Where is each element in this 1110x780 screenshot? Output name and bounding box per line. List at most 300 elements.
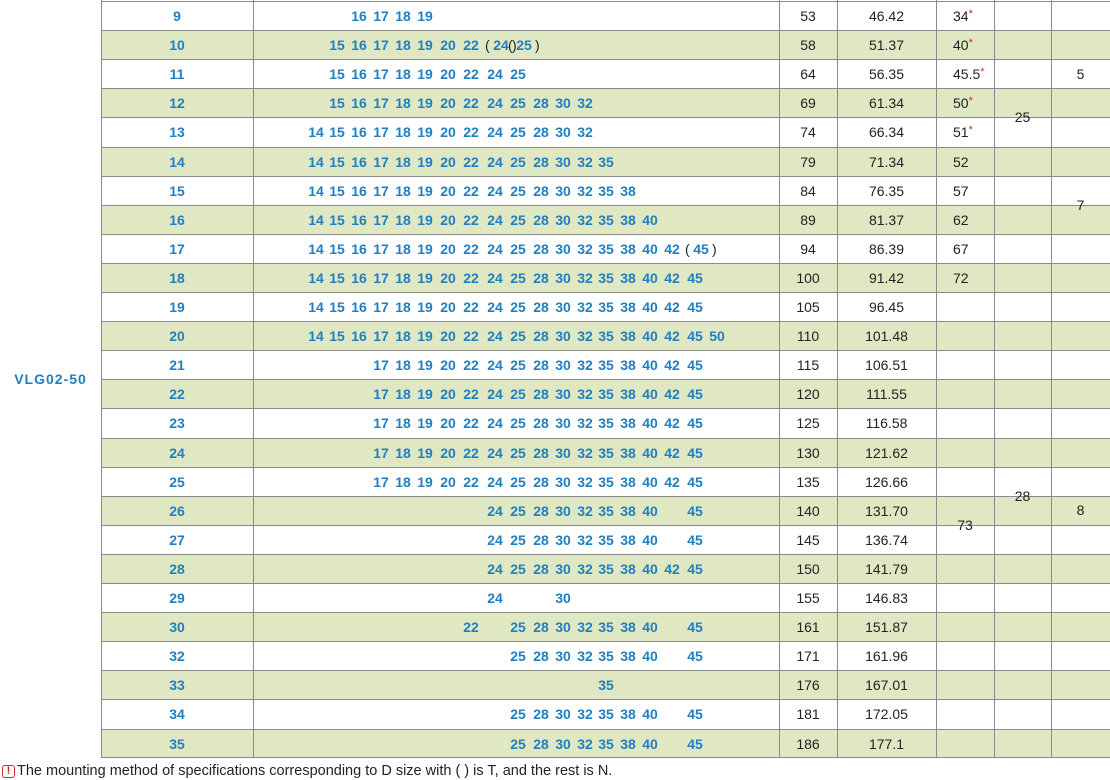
size-value: 24 (487, 502, 503, 519)
size-value: 18 (395, 444, 411, 461)
size-value: 18 (395, 124, 411, 141)
size-value: 35 (598, 648, 614, 665)
size-value: 45 (687, 735, 703, 752)
size-value: 18 (395, 328, 411, 345)
sizes-cell (253, 206, 779, 234)
sizes-cell (253, 497, 779, 525)
sizes-cell (253, 264, 779, 292)
size-value: 19 (417, 66, 433, 83)
size-value: 30 (555, 182, 571, 199)
size-value: 25 (510, 66, 526, 83)
size-value: 32 (577, 299, 593, 315)
size-value: 19 (417, 415, 433, 432)
size-value: 28 (533, 95, 549, 112)
sizes-cell (253, 700, 779, 728)
size-value: 28 (533, 182, 549, 199)
size-value: 25 (510, 648, 526, 665)
value-cell-3-text: 62 (953, 211, 969, 228)
value-cell-3 (936, 89, 994, 117)
size-value: 20 (440, 328, 456, 345)
value-cell-2: 146.83 (865, 590, 908, 606)
merged-cell-v3: 73 (957, 516, 973, 533)
size-value: 30 (555, 590, 571, 606)
size-value: 15 (329, 182, 345, 199)
size-value: 40 (642, 444, 658, 461)
size-value: 19 (417, 269, 433, 286)
size-value: 18 (395, 182, 411, 199)
value-cell-1: 145 (796, 531, 820, 548)
size-value: 50 (709, 328, 725, 345)
size-value: 16 (351, 299, 367, 315)
size-value: 19 (417, 240, 433, 257)
column-divider (936, 0, 937, 758)
size-value: 14 (308, 153, 324, 170)
size-value: 20 (440, 269, 456, 286)
size-value: 15 (329, 95, 345, 112)
value-cell-3-text: 34 (953, 8, 969, 24)
merged-cell-v5-group1: 5 (1076, 65, 1085, 82)
table-bottom-border (101, 757, 1110, 758)
d-size-cell: 27 (169, 531, 185, 548)
size-value: 24 (487, 124, 503, 141)
value-cell-2: 172.05 (865, 706, 908, 723)
size-value: 40 (642, 502, 658, 519)
sizes-cell (253, 409, 779, 437)
size-value: 30 (555, 299, 571, 315)
value-cell-1: 94 (800, 240, 816, 257)
size-value: 24 (487, 95, 503, 112)
size-value: 25 (510, 560, 526, 577)
value-cell-1: 105 (796, 299, 820, 315)
size-value: 14 (308, 240, 324, 257)
value-cell-1: 74 (800, 124, 816, 141)
size-value: 40 (642, 415, 658, 432)
value-cell-1: 140 (796, 502, 820, 519)
size-value: 40 (642, 706, 658, 723)
size-value: 16 (351, 95, 367, 112)
size-value: 25 (510, 473, 526, 490)
size-value: 15 (329, 37, 345, 54)
size-value: 32 (577, 560, 593, 577)
size-value: 30 (555, 124, 571, 141)
size-value: 40 (642, 473, 658, 490)
size-value: 45 (687, 269, 703, 286)
size-value: 20 (440, 415, 456, 432)
sizes-cell (253, 235, 779, 263)
size-value: 16 (351, 153, 367, 170)
size-value: 22 (463, 473, 479, 490)
size-value: 16 (351, 269, 367, 286)
value-cell-2: 116.58 (865, 415, 908, 432)
size-value: 45 (687, 560, 703, 577)
size-value: 25 (510, 502, 526, 519)
size-value: 22 (463, 153, 479, 170)
sizes-cell (253, 439, 779, 467)
size-value: 20 (440, 357, 456, 374)
size-value: 24 (487, 153, 503, 170)
size-value: 18 (395, 66, 411, 83)
size-value: 32 (577, 415, 593, 432)
size-value: 20 (440, 95, 456, 112)
sizes-cell (253, 380, 779, 408)
size-value: 35 (598, 328, 614, 345)
size-value: 15 (329, 211, 345, 228)
asterisk-mark: * (980, 66, 985, 79)
paren-open: ( (485, 37, 490, 54)
d-size-cell: 28 (169, 560, 185, 577)
value-cell-3 (936, 206, 994, 234)
d-size-cell: 20 (169, 328, 185, 345)
size-value: 40 (642, 531, 658, 548)
d-size-cell: 35 (169, 735, 185, 752)
size-value: 25 (510, 211, 526, 228)
d-size-cell: 16 (169, 211, 185, 228)
size-value: 32 (577, 211, 593, 228)
model-label: VLG02-50 (14, 371, 87, 387)
column-divider (779, 0, 780, 758)
size-value: 17 (373, 299, 389, 315)
size-value: 32 (577, 269, 593, 286)
value-cell-2: 121.62 (865, 444, 908, 461)
size-value: 17 (373, 66, 389, 83)
sizes-cell (253, 31, 779, 59)
column-divider (994, 0, 995, 758)
size-value: 18 (395, 153, 411, 170)
size-value: 28 (533, 415, 549, 432)
size-value: 19 (417, 444, 433, 461)
size-value: 40 (642, 560, 658, 577)
sizes-cell (253, 584, 779, 612)
sizes-cell (253, 2, 779, 30)
value-cell-3-text: 40 (953, 37, 969, 54)
column-divider (101, 0, 102, 758)
d-size-cell: 25 (169, 473, 185, 490)
size-value: 32 (577, 502, 593, 519)
size-value: 18 (395, 269, 411, 286)
size-value: 19 (417, 299, 433, 315)
size-value: 38 (620, 386, 636, 403)
value-cell-3-text: 72 (953, 269, 969, 286)
sizes-cell (253, 671, 779, 699)
size-value: 14 (308, 211, 324, 228)
size-value: 30 (555, 386, 571, 403)
size-value: 16 (351, 328, 367, 345)
value-cell-3 (936, 264, 994, 292)
size-value: 25 (510, 328, 526, 345)
d-size-cell: 24 (169, 444, 185, 461)
size-value: 45 (687, 415, 703, 432)
size-value: 20 (440, 153, 456, 170)
size-value: 38 (620, 444, 636, 461)
size-value: 22 (463, 37, 479, 54)
size-value: 32 (577, 240, 593, 257)
size-value: 32 (577, 473, 593, 490)
size-value: 40 (642, 357, 658, 374)
value-cell-1: 58 (800, 37, 816, 54)
size-value: 22 (463, 444, 479, 461)
value-cell-1: 125 (796, 415, 820, 432)
size-value: 35 (598, 531, 614, 548)
size-value: 24 (487, 415, 503, 432)
size-value: 40 (642, 211, 658, 228)
size-value: 40 (642, 328, 658, 345)
d-size-cell: 11 (169, 66, 185, 83)
size-value: 16 (351, 211, 367, 228)
sizes-cell (253, 293, 779, 321)
size-value: 38 (620, 706, 636, 723)
size-value: 19 (417, 473, 433, 490)
size-value: 18 (395, 95, 411, 112)
size-value: 22 (463, 240, 479, 257)
size-value: 35 (598, 153, 614, 170)
size-value: 35 (598, 560, 614, 577)
size-value: 45 (687, 648, 703, 665)
size-value: 18 (395, 211, 411, 228)
size-value: 17 (373, 211, 389, 228)
size-value: 30 (555, 415, 571, 432)
size-value: 25 (510, 240, 526, 257)
size-value: 25 (510, 357, 526, 374)
size-value: 42 (664, 299, 680, 315)
size-value: 30 (555, 735, 571, 752)
size-value: 25 (510, 386, 526, 403)
size-value: 22 (463, 95, 479, 112)
value-cell-2: 131.70 (865, 502, 908, 519)
size-value: 30 (555, 473, 571, 490)
column-divider (837, 0, 838, 758)
size-value: 25 (516, 37, 532, 54)
size-value: 14 (308, 328, 324, 345)
size-value: 15 (329, 240, 345, 257)
value-cell-1: 100 (796, 269, 820, 286)
size-value: 20 (440, 473, 456, 490)
size-value: 17 (373, 240, 389, 257)
value-cell-2: 106.51 (865, 357, 908, 374)
size-value: 25 (510, 182, 526, 199)
value-cell-2: 161.96 (865, 648, 908, 665)
size-value: 45 (687, 619, 703, 636)
size-value: 14 (308, 182, 324, 199)
size-value: 16 (351, 8, 367, 24)
size-value: 24 (487, 560, 503, 577)
value-cell-2: 91.42 (868, 269, 905, 286)
size-value: 40 (642, 619, 658, 636)
size-value: 45 (687, 473, 703, 490)
size-value: 15 (329, 328, 345, 345)
size-value: 30 (555, 328, 571, 345)
size-value: 18 (395, 473, 411, 490)
size-value: 40 (642, 269, 658, 286)
value-cell-1: 186 (796, 735, 820, 752)
size-value: 24 (487, 299, 503, 315)
size-value: 35 (598, 677, 614, 694)
size-value: 38 (620, 299, 636, 315)
size-value: 22 (463, 328, 479, 345)
sizes-cell (253, 468, 779, 496)
size-value: 15 (329, 299, 345, 315)
size-value: 24 (487, 66, 503, 83)
size-value: 20 (440, 386, 456, 403)
size-value: 28 (533, 386, 549, 403)
size-value: 18 (395, 240, 411, 257)
d-size-cell: 34 (169, 706, 185, 723)
value-cell-1: 89 (800, 211, 816, 228)
size-value: 40 (642, 735, 658, 752)
size-value: 38 (620, 211, 636, 228)
size-value: 42 (664, 328, 680, 345)
size-value: 25 (510, 619, 526, 636)
size-value: 38 (620, 619, 636, 636)
size-value: 38 (620, 269, 636, 286)
size-value: 38 (620, 357, 636, 374)
size-value: 16 (351, 37, 367, 54)
d-size-cell: 23 (169, 415, 185, 432)
value-cell-2: 76.35 (868, 182, 905, 199)
size-value: 17 (373, 328, 389, 345)
size-value: 25 (510, 124, 526, 141)
size-value: 35 (598, 357, 614, 374)
size-value: 28 (533, 735, 549, 752)
size-value: 28 (533, 211, 549, 228)
value-cell-3 (936, 2, 994, 30)
size-value: 20 (440, 66, 456, 83)
size-value: 28 (533, 706, 549, 723)
size-value: 30 (555, 357, 571, 374)
size-value: 24 (487, 444, 503, 461)
d-size-cell: 10 (169, 37, 185, 54)
size-value: 24 (487, 182, 503, 199)
size-value: 40 (642, 386, 658, 403)
footnote (2, 762, 612, 780)
column-divider (1051, 0, 1052, 758)
size-value: 18 (395, 8, 411, 24)
size-value: 35 (598, 240, 614, 257)
value-cell-2: 51.37 (868, 37, 905, 54)
value-cell-1: 64 (800, 66, 816, 83)
size-value: 16 (351, 66, 367, 83)
size-value: 38 (620, 560, 636, 577)
size-value: 30 (555, 269, 571, 286)
value-cell-2: 56.35 (868, 66, 905, 83)
d-size-cell: 21 (169, 357, 185, 374)
value-cell-2: 46.42 (868, 8, 905, 24)
size-value: 14 (308, 269, 324, 286)
size-value: 32 (577, 706, 593, 723)
size-value: 17 (373, 8, 389, 24)
size-value: 25 (510, 269, 526, 286)
value-cell-3 (936, 118, 994, 146)
size-value: 28 (533, 357, 549, 374)
size-value: 32 (577, 124, 593, 141)
asterisk-mark: * (968, 124, 973, 137)
sizes-cell (253, 177, 779, 205)
size-value: 18 (395, 37, 411, 54)
size-value: 19 (417, 182, 433, 199)
d-size-cell: 19 (169, 299, 185, 315)
size-value: 22 (463, 66, 479, 83)
value-cell-2: 71.34 (868, 153, 905, 170)
paren-close: ) (535, 37, 540, 54)
size-value: 24 (487, 531, 503, 548)
value-cell-3 (936, 60, 994, 88)
d-size-cell: 29 (169, 590, 185, 606)
value-cell-1: 115 (796, 357, 820, 374)
size-value: 38 (620, 502, 636, 519)
size-value: 24 (487, 357, 503, 374)
size-value: 30 (555, 211, 571, 228)
size-value: 35 (598, 415, 614, 432)
size-value: 22 (463, 386, 479, 403)
size-value: 19 (417, 95, 433, 112)
size-value: 24 (487, 328, 503, 345)
value-cell-1: 120 (796, 386, 820, 403)
size-value: 17 (373, 153, 389, 170)
size-value: 32 (577, 95, 593, 112)
size-value: 30 (555, 502, 571, 519)
size-value: 30 (555, 619, 571, 636)
size-value: 30 (555, 648, 571, 665)
sizes-cell (253, 89, 779, 117)
size-value: 25 (510, 735, 526, 752)
size-value: 25 (510, 299, 526, 315)
size-value: 24 (487, 240, 503, 257)
size-value: 32 (577, 328, 593, 345)
size-value: 24 (487, 473, 503, 490)
size-value: 28 (533, 124, 549, 141)
d-size-cell: 14 (169, 153, 185, 170)
size-value: 28 (533, 502, 549, 519)
size-value: 45 (687, 328, 703, 345)
value-cell-3-text: 51 (953, 124, 969, 141)
merged-cell-v4-group1: 25 (1014, 109, 1031, 126)
size-value: 42 (664, 240, 680, 257)
value-cell-2: 101.48 (865, 328, 908, 345)
value-cell-2: 167.01 (865, 677, 908, 694)
paren-close: ) (712, 240, 717, 257)
size-value: 16 (351, 124, 367, 141)
size-value: 28 (533, 444, 549, 461)
asterisk-mark: * (968, 95, 973, 108)
asterisk-mark: * (968, 8, 973, 20)
size-value: 35 (598, 502, 614, 519)
size-value: 17 (373, 182, 389, 199)
d-size-cell: 22 (169, 386, 185, 403)
size-value: 32 (577, 735, 593, 752)
size-value: 45 (687, 386, 703, 403)
value-cell-1: 150 (796, 560, 820, 577)
size-value: 35 (598, 473, 614, 490)
size-value: 20 (440, 444, 456, 461)
d-size-cell: 18 (169, 269, 185, 286)
value-cell-3-text: 67 (953, 240, 969, 257)
size-value: 24 (487, 590, 503, 606)
value-cell-1: 53 (800, 8, 816, 24)
size-value: 38 (620, 735, 636, 752)
size-value: 18 (395, 357, 411, 374)
size-value: 38 (620, 415, 636, 432)
size-value: 45 (693, 240, 709, 257)
size-value: 30 (555, 240, 571, 257)
value-cell-2: 141.79 (865, 560, 908, 577)
size-value: 18 (395, 415, 411, 432)
size-value: 22 (463, 357, 479, 374)
value-cell-3-text: 50 (953, 95, 969, 112)
size-value: 45 (687, 531, 703, 548)
size-value: 22 (463, 619, 479, 636)
merged-cell-v4-group2: 28 (1014, 487, 1031, 504)
size-value: 45 (687, 706, 703, 723)
size-value: 42 (664, 560, 680, 577)
